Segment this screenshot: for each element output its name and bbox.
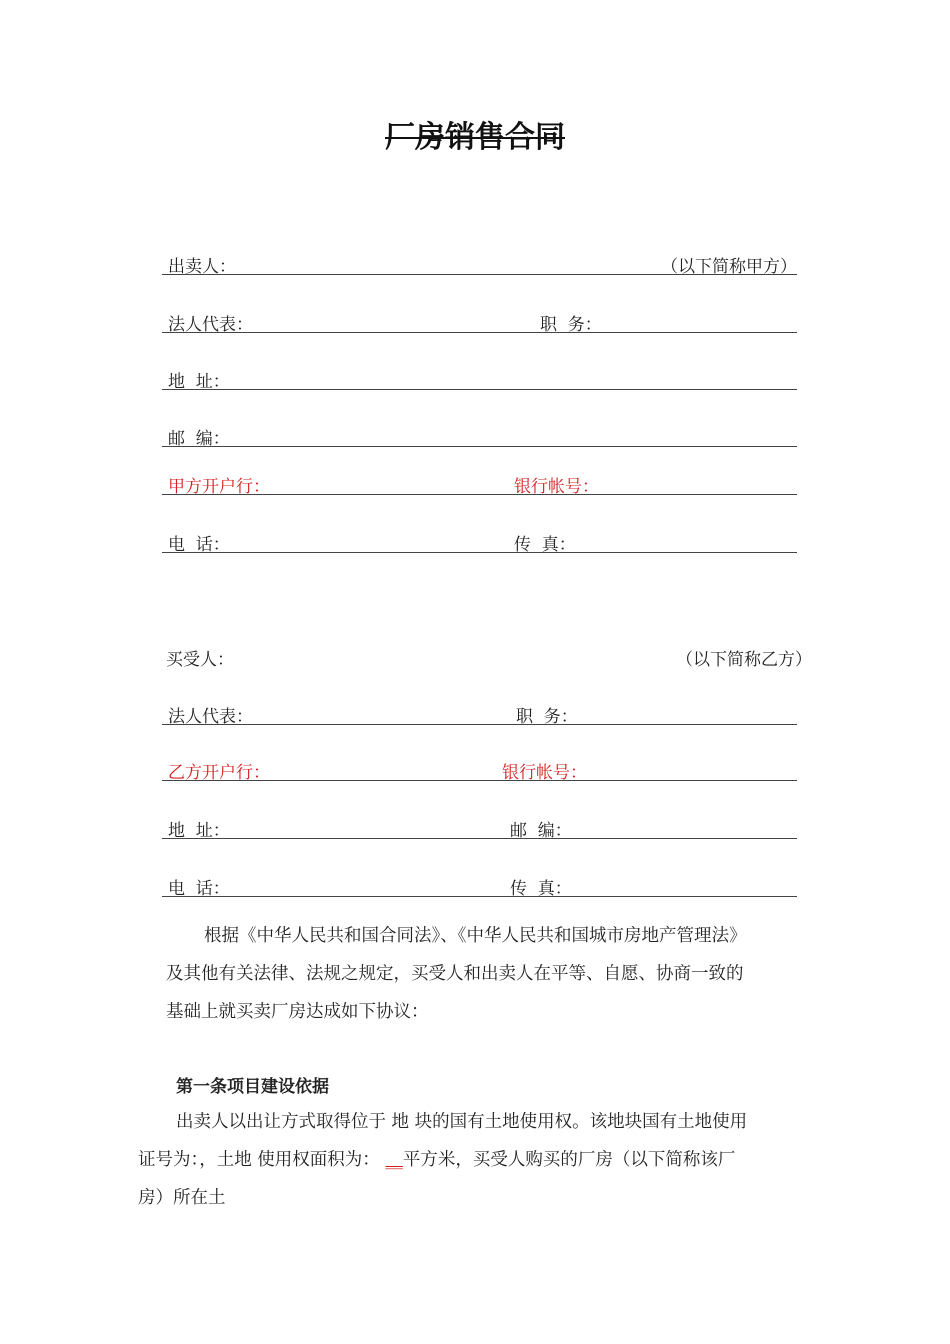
buyer-phone-label: 电 话：: [168, 879, 230, 899]
buyer-name-label: 买受人：: [166, 650, 234, 670]
buyer-fax-label: 传 真：: [510, 879, 572, 899]
seller-postcode-label: 邮 编：: [168, 429, 230, 449]
buyer-rep-label: 法人代表：: [168, 707, 253, 727]
buyer-address-label: 地 址：: [168, 821, 230, 841]
land-area-blank: __: [385, 1150, 403, 1170]
article-1-line-3: 房）所在土: [138, 1188, 226, 1208]
buyer-name-row: [162, 645, 812, 670]
article-1-line-2-end: 平方米，买受人购买的厂房（以下简称该厂: [402, 1150, 736, 1170]
article-1-line-1: 出卖人以出让方式取得位于 地 块的国有土地使用权。该地块国有土地使用: [176, 1112, 748, 1132]
buyer-rep-row: [162, 702, 797, 725]
buyer-postcode-label: 邮 编：: [510, 821, 572, 841]
buyer-position-label: 职 务：: [516, 707, 578, 727]
seller-address-row: [162, 367, 797, 390]
seller-name-label: 出卖人：: [168, 257, 236, 277]
seller-phone-label: 电 话：: [168, 535, 230, 555]
seller-alias: （以下简称甲方）: [661, 257, 797, 277]
seller-phone-row: [162, 530, 797, 553]
intro-line-2: 及其他有关法律、法规之规定，买受人和出卖人在平等、自愿、协商一致的: [166, 964, 744, 984]
article-1-heading: 第一条项目建设依据: [176, 1077, 329, 1097]
document-title: 厂房销售合同: [385, 120, 565, 155]
seller-name-row: [162, 252, 797, 275]
seller-position-label: 职 务：: [540, 315, 602, 335]
seller-rep-label: 法人代表：: [168, 315, 253, 335]
seller-account-label: 银行帐号：: [514, 477, 599, 497]
buyer-phone-row: [162, 874, 797, 897]
intro-line-1: 根据《中华人民共和国合同法》、《中华人民共和国城市房地产管理法》: [204, 926, 747, 946]
seller-address-label: 地 址：: [168, 372, 230, 392]
buyer-address-row: [162, 816, 797, 839]
article-1-line-2: [138, 1141, 735, 1179]
buyer-bank-label: 乙方开户行：: [168, 763, 270, 783]
seller-rep-row: [162, 310, 797, 333]
seller-fax-label: 传 真：: [514, 535, 576, 555]
intro-line-3: 基础上就买卖厂房达成如下协议：: [166, 1002, 429, 1022]
seller-postcode-row: [162, 424, 797, 447]
buyer-account-label: 银行帐号：: [502, 763, 587, 783]
buyer-alias: （以下简称乙方）: [676, 650, 812, 670]
buyer-bank-row: [162, 758, 797, 781]
article-1-line-2-start: 证号为：，土地 使用权面积为：: [138, 1150, 386, 1170]
seller-bank-row: [162, 472, 797, 495]
seller-bank-label: 甲方开户行：: [168, 477, 270, 497]
